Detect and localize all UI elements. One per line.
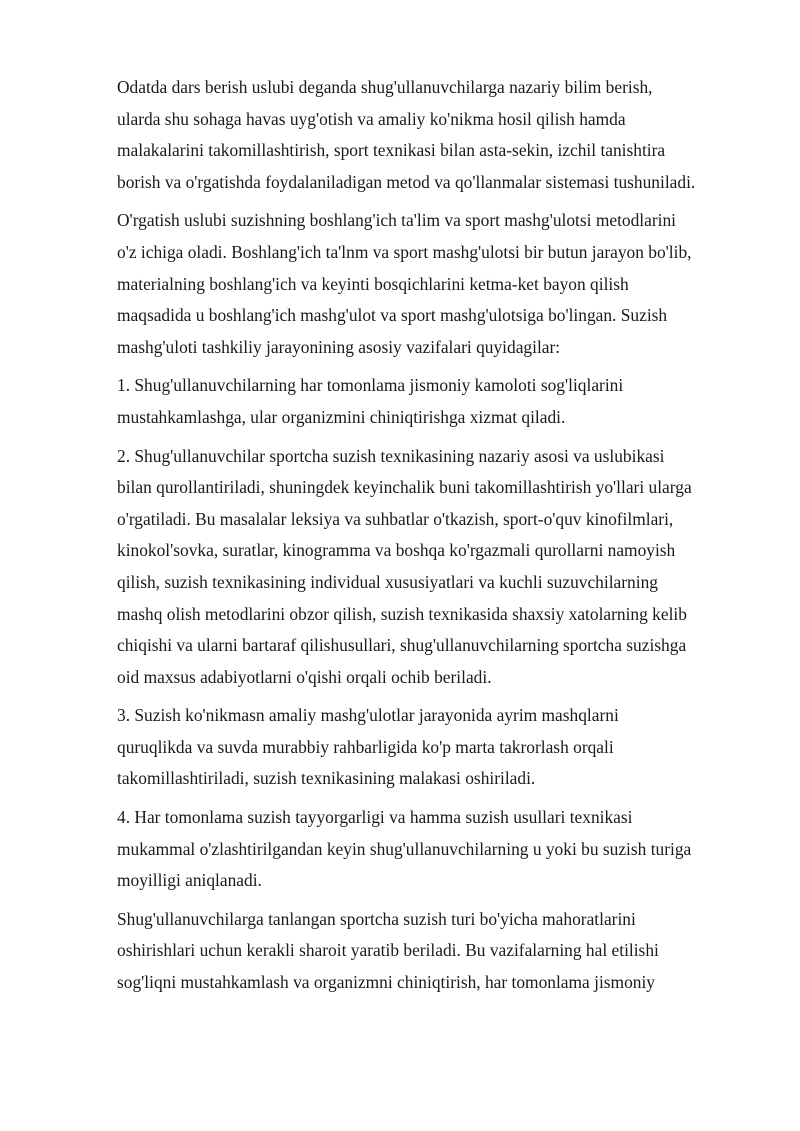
- text-line: borish va o'rgatishda foydalaniladigan metod va qo'llanmalar sistemasi tushuniladi.: [117, 171, 696, 192]
- paragraph-item-2: [117, 441, 747, 694]
- text-line: bilan qurollantiriladi, shuningdek keyinchalik buni takomillashtirish yo'llari ularga: [117, 477, 692, 498]
- document-page: [117, 72, 747, 1006]
- text-line: mashq olish metodlarini obzor qilish, suzish texnikasida shaxsiy xatolarning kelib: [117, 603, 687, 624]
- text-line: mukammal o'zlashtirilgandan keyin shug'ullanuvchilarning u yoki bu suzish turiga: [117, 838, 692, 859]
- text-line: qilish, suzish texnikasining individual xususiyatlari va kuchli suzuvchilarning: [117, 571, 658, 592]
- paragraph-method: [117, 205, 747, 363]
- text-line: sog'liqni mustahkamlash va organizmni chiniqtirish, har tomonlama jismoniy: [117, 972, 655, 993]
- text-line: 2. Shug'ullanuvchilar sportcha suzish texnikasining nazariy asosi va uslubikasi: [117, 445, 665, 466]
- text-line: ularda shu sohaga havas uyg'otish va amaliy ko'nikma hosil qilish hamda: [117, 108, 626, 129]
- text-line: Shug'ullanuvchilarga tanlangan sportcha suzish turi bo'yicha mahoratlarini: [117, 908, 636, 929]
- text-line: oshirishlari uchun kerakli sharoit yaratib beriladi. Bu vazifalarning hal etilishi: [117, 940, 659, 961]
- text-line: malakalarini takomillashtirish, sport texnikasi bilan asta-sekin, izchil tanishtira: [117, 140, 666, 161]
- text-line: quruqlikda va suvda murabbiy rahbarligida ko'p marta takrorlash orqali: [117, 736, 614, 757]
- text-line: 1. Shug'ullanuvchilarning har tomonlama jismoniy kamoloti sog'liqlarini: [117, 375, 624, 396]
- text-line: 4. Har tomonlama suzish tayyorgarligi va hamma suzish usullari texnikasi: [117, 807, 633, 828]
- text-line: takomillashtiriladi, suzish texnikasining malakasi oshiriladi.: [117, 768, 536, 789]
- text-line: mashg'uloti tashkiliy jarayonining asosiy vazifalari quyidagilar:: [117, 336, 561, 357]
- text-line: O'rgatish uslubi suzishning boshlang'ich ta'lim va sport mashg'ulotsi metodlarini: [117, 210, 677, 231]
- text-line: mustahkamlashga, ular organizmini chiniqtirishga xizmat qiladi.: [117, 406, 566, 427]
- text-line: moyilligi aniqlanadi.: [117, 870, 262, 891]
- text-line: kinokol'sovka, suratlar, kinogramma va boshqa ko'rgazmali qurollarni namoyish: [117, 540, 676, 561]
- paragraph-item-4: [117, 802, 747, 897]
- text-line: oid maxsus adabiyotlarni o'qishi orqali ochib beriladi.: [117, 666, 492, 687]
- text-line: Odatda dars berish uslubi deganda shug'ullanuvchilarga nazariy bilim berish,: [117, 77, 653, 97]
- text-line: maqsadida u boshlang'ich mashg'ulot va sport mashg'ulotsiga bo'lingan. Suzish: [117, 305, 668, 326]
- paragraph-intro: [117, 72, 747, 198]
- paragraph-item-1: [117, 370, 747, 433]
- paragraph-closing: [117, 904, 747, 999]
- paragraph-item-3: [117, 700, 747, 795]
- text-line: chiqishi va ularni bartaraf qilishusullari, shug'ullanuvchilarning sportcha suzishga: [117, 635, 687, 656]
- text-line: materialning boshlang'ich va keyinti bosqichlarini ketma-ket bayon qilish: [117, 273, 629, 294]
- text-line: o'rgatiladi. Bu masalalar leksiya va suhbatlar o'tkazish, sport-o'quv kinofilmlari,: [117, 508, 674, 529]
- text-line: o'z ichiga oladi. Boshlang'ich ta'lnm va sport mashg'ulotsi bir butun jarayon bo'lib,: [117, 241, 692, 262]
- text-line: 3. Suzish ko'nikmasn amaliy mashg'ulotlar jarayonida ayrim mashqlarni: [117, 705, 619, 726]
